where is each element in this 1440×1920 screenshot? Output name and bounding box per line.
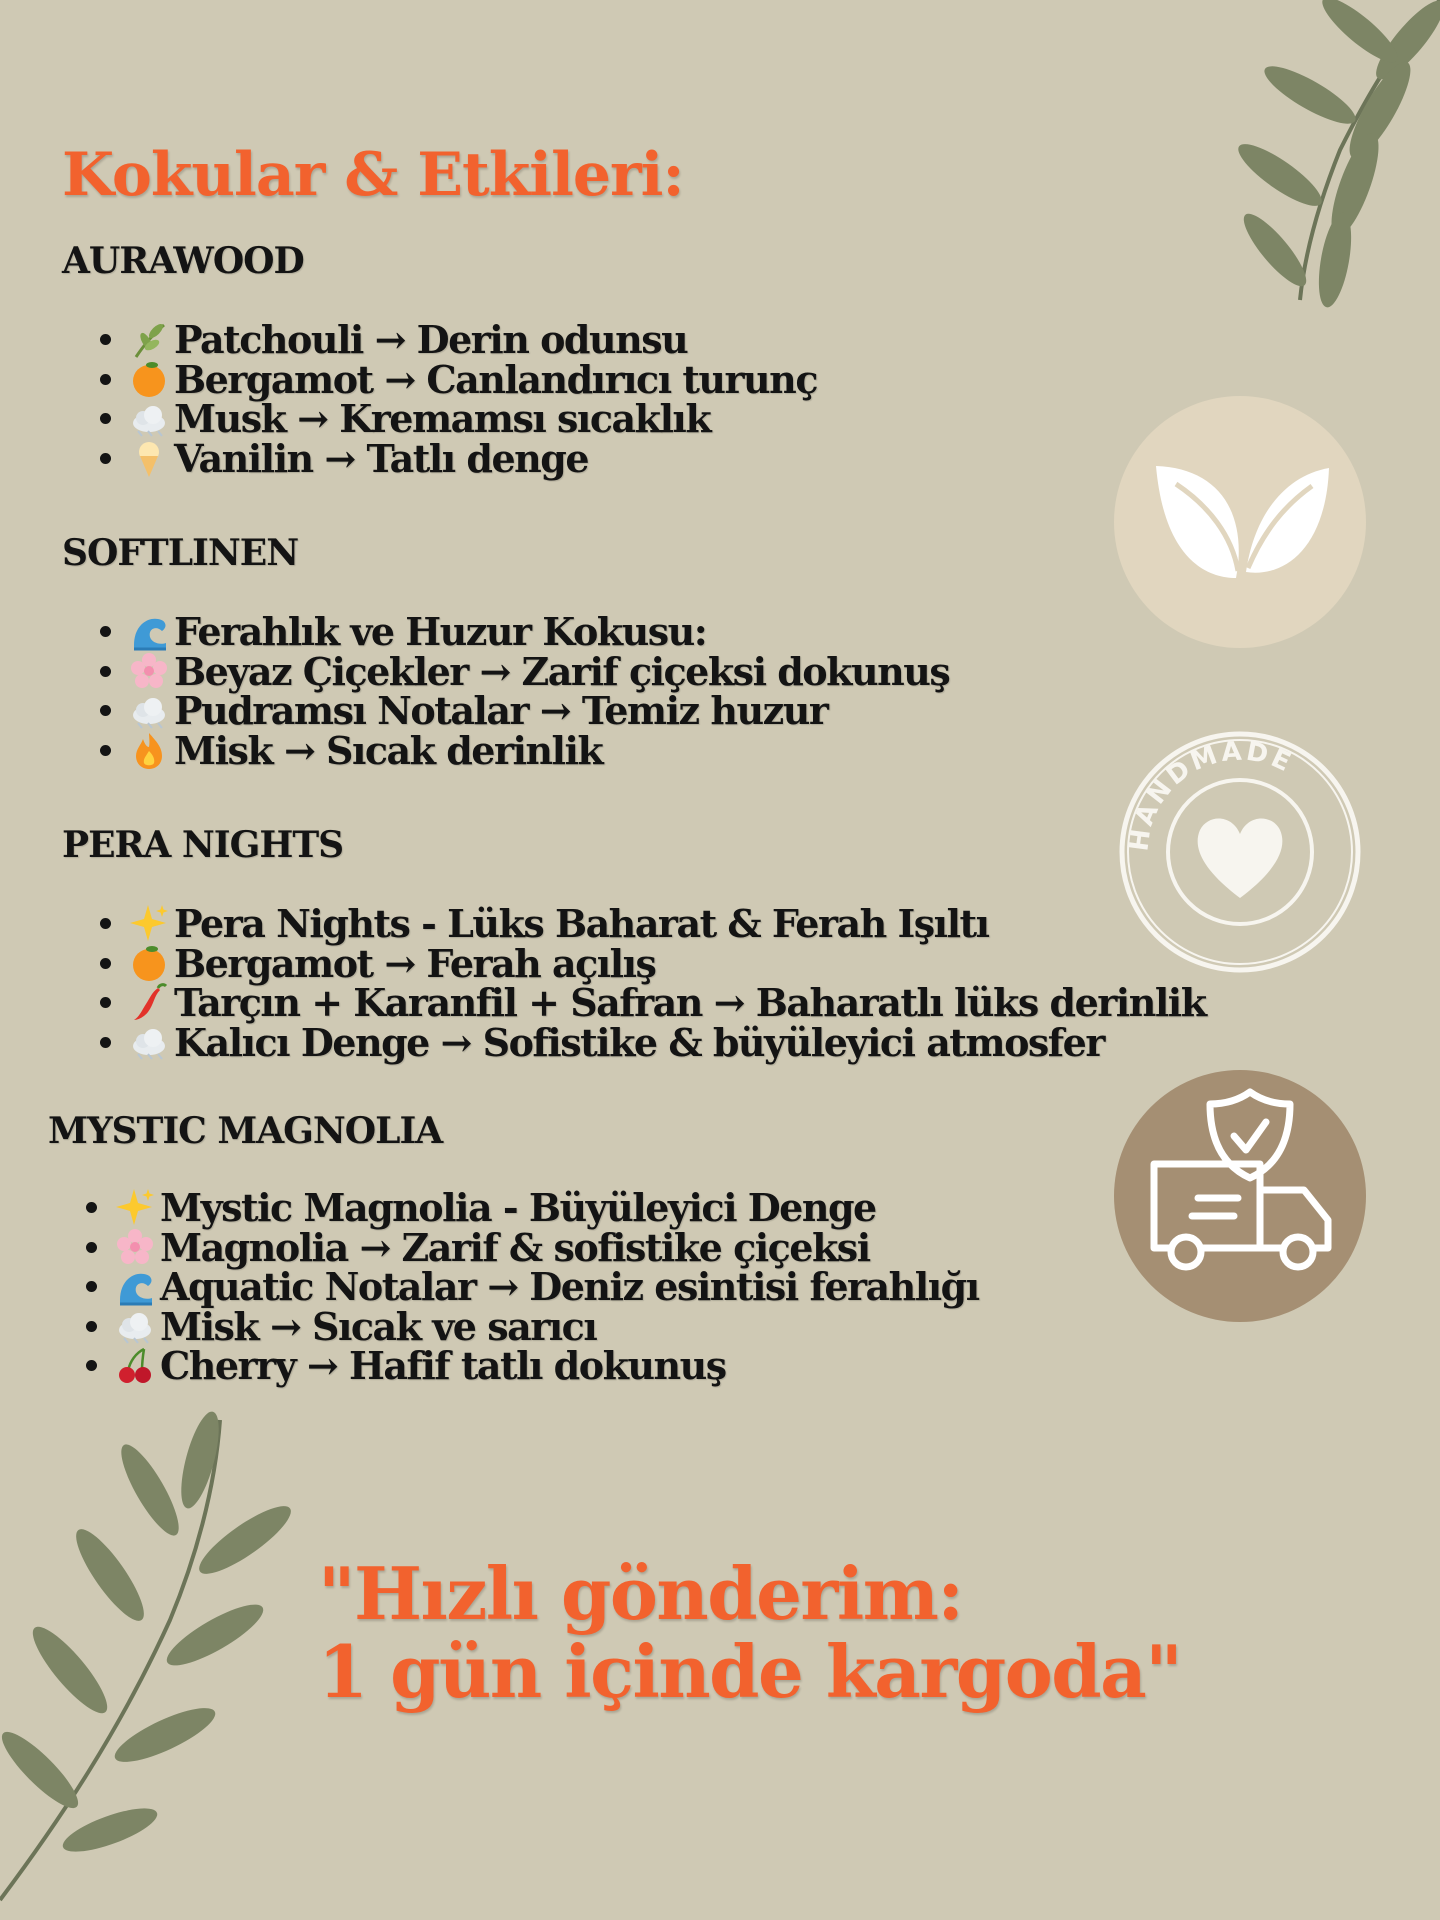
scent-note-text: Bergamot → Ferah açılış [174, 940, 656, 986]
list-item [100, 317, 817, 363]
bullet-dot [100, 1037, 111, 1048]
bullet-dot [100, 666, 111, 677]
scent-note-text: Kalıcı Denge → Sofistike & büyüleyici atmosfer [174, 1019, 1104, 1065]
bullet-dot [86, 1281, 97, 1292]
bullet-dot [100, 374, 111, 385]
blossom-icon [128, 650, 170, 692]
bullet-dot [86, 1321, 97, 1332]
orange-icon [128, 942, 170, 984]
shipping-line-1: "Hızlı gönderim: [318, 1551, 963, 1636]
section-title: MYSTIC MAGNOLIA [48, 1110, 443, 1152]
list-item [100, 1019, 1206, 1065]
cloud-icon [128, 1021, 170, 1063]
scent-note-text: Magnolia → Zarif & sofistike çiçeksi [160, 1224, 870, 1270]
bullet-dot [86, 1360, 97, 1371]
list-item [86, 1303, 979, 1349]
cloud-icon [128, 690, 170, 732]
eucalyptus-branch-top-right [1080, 0, 1440, 360]
cloud-icon [128, 398, 170, 440]
bullet-dot [100, 958, 111, 969]
cloud-icon [114, 1305, 156, 1347]
truck-shield-icon [1114, 1070, 1366, 1322]
ice-cream-icon [128, 437, 170, 479]
scent-note-text: Bergamot → Canlandırıcı turunç [174, 356, 817, 402]
list-item [86, 1224, 979, 1270]
list-item [100, 648, 950, 694]
scent-notes-list [100, 901, 1206, 1065]
list-item [100, 901, 1206, 947]
stamp-text: HANDMADE [1124, 736, 1298, 853]
heart-icon [1198, 818, 1283, 898]
bullet-dot [86, 1202, 97, 1213]
shipping-line-2: 1 gün içinde kargoda" [318, 1629, 1182, 1714]
bullet-dot [86, 1242, 97, 1253]
section-title: SOFTLINEN [62, 532, 299, 574]
scent-note-text: Beyaz Çiçekler → Zarif çiçeksi dokunuş [174, 648, 950, 694]
section-title: PERA NIGHTS [62, 824, 344, 866]
shipping-promo [318, 1551, 1182, 1714]
list-item [100, 688, 949, 734]
bullet-dot [100, 453, 111, 464]
list-item [100, 435, 817, 481]
bullet-dot [100, 705, 111, 716]
eucalyptus-branch-bottom-left [0, 1400, 360, 1920]
scent-notes-list [100, 317, 817, 481]
fire-icon [128, 729, 170, 771]
chili-icon [128, 982, 170, 1024]
scent-note-text: Pudramsı Notalar → Temiz huzur [174, 688, 828, 734]
sparkles-icon [128, 903, 170, 945]
cherry-icon [114, 1345, 156, 1387]
list-item [100, 727, 949, 773]
shipping-badge [1114, 1070, 1366, 1322]
page-title: Kokular & Etkileri: [62, 140, 684, 210]
scent-note-text: Misk → Sıcak ve sarıcı [160, 1303, 597, 1349]
scent-note-text: Pera Nights - Lüks Baharat & Ferah Işıltı [174, 901, 989, 947]
scent-note-text: Cherry → Hafif tatlı dokunuş [160, 1343, 726, 1389]
section-title: AURAWOOD [62, 240, 304, 282]
wave-icon [114, 1266, 156, 1308]
natural-badge [1114, 396, 1366, 648]
list-item [100, 940, 1206, 986]
scent-note-text: Misk → Sıcak derinlik [174, 727, 603, 773]
wave-icon [128, 611, 170, 653]
scent-note-text: Aquatic Notalar → Deniz esintisi ferahlığı [160, 1264, 979, 1310]
bullet-dot [100, 997, 111, 1008]
scent-notes-list [100, 609, 950, 773]
orange-icon [128, 358, 170, 400]
scent-notes-list [86, 1185, 979, 1389]
leaf-icon [1114, 396, 1366, 648]
list-item [100, 980, 1206, 1026]
list-item [100, 609, 949, 655]
handmade-stamp-graphic [1114, 726, 1366, 978]
scent-note-text: Tarçın + Karanfil + Safran → Baharatlı lüks derinlik [174, 980, 1206, 1026]
scent-note-text: Musk → Kremamsı sıcaklık [174, 396, 711, 442]
scent-note-text: Ferahlık ve Huzur Kokusu: [174, 609, 707, 655]
sparkles-icon [114, 1187, 156, 1229]
bullet-dot [100, 745, 111, 756]
list-item [100, 356, 817, 402]
list-item [86, 1185, 979, 1231]
scent-note-text: Vanilin → Tatlı denge [174, 435, 589, 481]
scent-note-text: Patchouli → Derin odunsu [174, 317, 688, 363]
bullet-dot [100, 334, 111, 345]
list-item [86, 1264, 979, 1310]
handmade-stamp [1114, 726, 1366, 978]
bullet-dot [100, 413, 111, 424]
blossom-icon [114, 1226, 156, 1268]
list-item [100, 396, 817, 442]
bullet-dot [100, 626, 111, 637]
bullet-dot [100, 918, 111, 929]
list-item [86, 1343, 979, 1389]
scent-note-text: Mystic Magnolia - Büyüleyici Denge [160, 1185, 876, 1231]
herb-icon [128, 319, 170, 361]
